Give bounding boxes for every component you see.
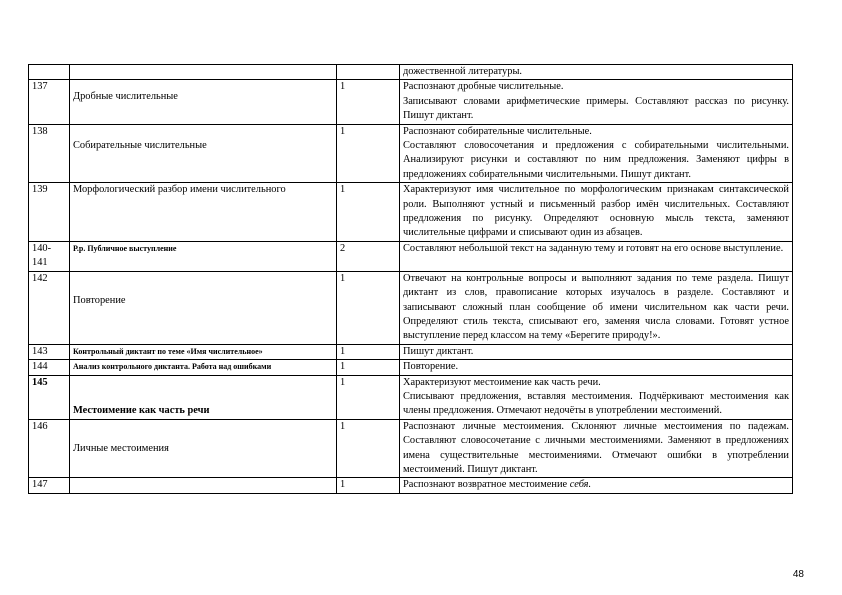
lesson-number: 142 bbox=[29, 271, 70, 344]
lesson-number: 145 bbox=[29, 375, 70, 419]
lesson-hours: 1 bbox=[337, 478, 400, 493]
lesson-number: 143 bbox=[29, 344, 70, 359]
student-activities: Распознают собирательные числительные. Составляют словосочетания и предложения с собирательными числительными. Анализируют рисунки и составляют по ним предложения. Заменяют цифры в предложениях собирательными числительными. Пишут диктант. bbox=[400, 124, 793, 183]
lesson-topic: Собирательные числительные bbox=[70, 124, 337, 183]
table-row bbox=[29, 360, 793, 375]
student-activities: Характеризуют имя числительное по морфологическим признакам синтаксической роли. Выполняют устный и письменный разбор имён числительных. Составляют предложения по рисунку. Определяют основную мысль текста, заменяют числительные цифрами и списывают один из абзацев. bbox=[400, 183, 793, 242]
lesson-topic bbox=[70, 65, 337, 80]
student-activities: дожественной литературы. bbox=[400, 65, 793, 80]
table-row bbox=[29, 271, 793, 344]
lesson-topic: Личные местоимения bbox=[70, 419, 337, 478]
lesson-number: 137 bbox=[29, 80, 70, 124]
student-activities: Распознают личные местоимения. Склоняют личные местоимения по падежам. Составляют словосочетание с личными местоимениями. Заменяют в предложениях имена существительные местоимениями. Отмечают ошибки в употреблении местоимений. Пишут диктант. bbox=[400, 419, 793, 478]
lesson-topic: Морфологический разбор имени числительного bbox=[70, 183, 337, 242]
lesson-topic bbox=[70, 478, 337, 493]
table-row bbox=[29, 65, 793, 80]
table-row bbox=[29, 183, 793, 242]
lesson-hours: 1 bbox=[337, 419, 400, 478]
table-row bbox=[29, 478, 793, 493]
lesson-number: 147 bbox=[29, 478, 70, 493]
lesson-hours: 1 bbox=[337, 375, 400, 419]
student-activities: Распознают дробные числительные. Записывают словами арифметические примеры. Составляют рассказ по рисунку. Пишут диктант. bbox=[400, 80, 793, 124]
table-row bbox=[29, 419, 793, 478]
lesson-number: 139 bbox=[29, 183, 70, 242]
lesson-topic: Повторение bbox=[70, 271, 337, 344]
lesson-number: 144 bbox=[29, 360, 70, 375]
lesson-hours: 1 bbox=[337, 183, 400, 242]
table-row bbox=[29, 80, 793, 124]
student-activities: Отвечают на контрольные вопросы и выполняют задания по теме раздела. Пишут диктант из слов, правописание которых изучалось в разделе. Составляют и записывают сложный план сообщение об имени числительном как части речи. Определяют стиль текста, списывают его, заменяя числа словами. Готовят устное выступление перед классом на тему «Берегите природу!». bbox=[400, 271, 793, 344]
lesson-hours: 1 bbox=[337, 124, 400, 183]
table-row bbox=[29, 344, 793, 359]
lesson-topic: Анализ контрольного диктанта. Работа над ошибками bbox=[70, 360, 337, 375]
lesson-number: 138 bbox=[29, 124, 70, 183]
lesson-hours: 2 bbox=[337, 241, 400, 271]
lesson-topic: Р.р. Публичное выступление bbox=[70, 241, 337, 271]
student-activities: Характеризуют местоимение как часть речи. Списывают предложения, вставляя местоимения. Подчёркивают местоимения как члены предложения. Отмечают недочёты в употреблении местоимений. bbox=[400, 375, 793, 419]
thematic-plan-table bbox=[28, 64, 793, 494]
table-row bbox=[29, 375, 793, 419]
lesson-number: 140-141 bbox=[29, 241, 70, 271]
lesson-topic: Дробные числительные bbox=[70, 80, 337, 124]
lesson-topic: Контрольный диктант по теме «Имя числительное» bbox=[70, 344, 337, 359]
student-activities: Повторение. bbox=[400, 360, 793, 375]
lesson-number: 146 bbox=[29, 419, 70, 478]
lesson-hours: 1 bbox=[337, 360, 400, 375]
student-activities: Распознают возвратное местоимение себя. bbox=[400, 478, 793, 493]
page-number: 48 bbox=[792, 569, 804, 580]
lesson-hours: 1 bbox=[337, 80, 400, 124]
student-activities: Пишут диктант. bbox=[400, 344, 793, 359]
student-activities: Составляют небольшой текст на заданную тему и готовят на его основе выступление. bbox=[400, 241, 793, 271]
table-row bbox=[29, 124, 793, 183]
lesson-hours: 1 bbox=[337, 344, 400, 359]
lesson-number bbox=[29, 65, 70, 80]
lesson-hours bbox=[337, 65, 400, 80]
lesson-topic: Местоимение как часть речи bbox=[70, 375, 337, 419]
table-row bbox=[29, 241, 793, 271]
lesson-hours: 1 bbox=[337, 271, 400, 344]
